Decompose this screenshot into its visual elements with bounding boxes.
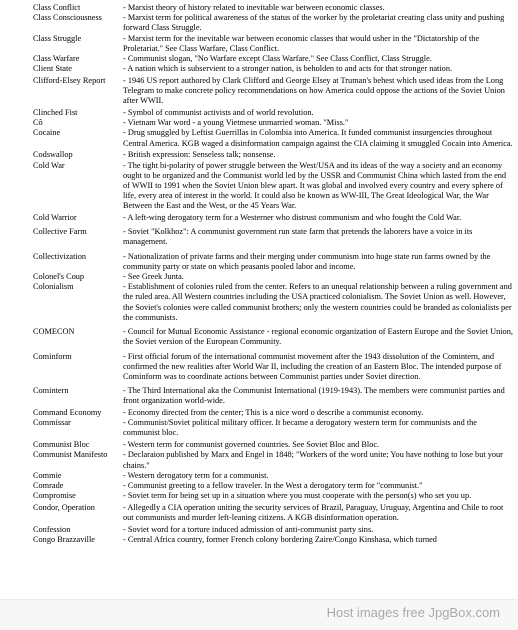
glossary-entry <box>0 535 518 545</box>
glossary-entry <box>0 440 518 450</box>
glossary-definition: - Central Africa country, former French colony bordering Zaire/Congo Kinshasa, which turned <box>123 534 437 544</box>
glossary-entry <box>0 76 518 107</box>
glossary-term: Commissar <box>33 418 71 428</box>
glossary-term: Cominform <box>33 351 72 361</box>
glossary-term: Class Conflict <box>33 3 81 12</box>
glossary-term: Comrade <box>33 480 64 490</box>
glossary-entry <box>0 213 518 223</box>
glossary-term: Clinched Fist <box>33 108 78 118</box>
glossary-term: Commie <box>33 470 62 480</box>
glossary-term: Cô <box>33 118 43 128</box>
glossary-entry <box>0 227 518 247</box>
glossary-definition: - Soviet "Kolkhoz": A communist government run state farm that pretends the laborers have a voice in its management. <box>123 227 473 247</box>
glossary-entry <box>0 481 518 491</box>
glossary-entry <box>0 503 518 523</box>
glossary-definition: - Marxist theory of history related to inevitable war between economic classes. <box>123 3 385 12</box>
glossary-term: Confession <box>33 524 71 534</box>
glossary-entry <box>0 118 518 128</box>
glossary-term: Class Warfare <box>33 54 80 64</box>
glossary-entry <box>0 525 518 535</box>
glossary-entry <box>0 282 518 323</box>
glossary-term: Condor, Operation <box>33 502 95 512</box>
glossary-definition: - A nation which is subservient to a stronger nation, is beholden to and acts for that stronger nation. <box>123 64 453 74</box>
glossary-definition: - First official forum of the international communist movement after the 1943 dissolution of the Comintern, and confirmed the new realities after World War II, including the creation of an Eastern Bloc. The intended purpose of Cominform was to coordinate actions between Communist parties under Soviet direction. <box>123 351 502 381</box>
glossary-definition: - Establishment of colonies ruled from the center. Refers to an unequal relationship between a ruling government and the ruled area. All Western countries including the USA practiced colonialism. The Soviet Union as well. However, the Soviet's colonies were called communist brothers; only the western countries could be branded as colonialists per the communists. <box>123 282 512 322</box>
glossary-term: Class Consciousness <box>33 13 102 23</box>
host-watermark-text[interactable]: Host images free JpgBox.com <box>326 605 500 620</box>
glossary-definition: - Soviet term for being set up in a situation where you must cooperate with the person(s) who set you up. <box>123 491 472 501</box>
glossary-entry <box>0 108 518 118</box>
glossary-term: Command Economy <box>33 408 102 418</box>
glossary-definition: - Declaraion published by Marx and Engel in 1848; "Workers of the word unite; You have nothing to lose but your chains." <box>123 450 503 470</box>
glossary-definition: - Communist greeting to a fellow traveler. In the West a derogatory term for "communist." <box>123 480 423 490</box>
glossary-definition: - Western term for communist governed countries. See Soviet Bloc and Bloc. <box>123 440 380 450</box>
glossary-entry <box>0 64 518 74</box>
glossary-definition: - See Greek Junta. <box>123 272 184 282</box>
image-host-footer <box>0 599 518 630</box>
glossary-entry <box>0 352 518 383</box>
glossary-term: Cold War <box>33 160 65 170</box>
glossary-definition: - Communist slogan, "No Warfare except Class Warfare." See Class Conflict, Class Struggle. <box>123 54 432 64</box>
glossary-term: Comintern <box>33 386 69 396</box>
glossary-definition: - Symbol of communist activists and of world revolution. <box>123 108 314 118</box>
glossary-term: Communist Manifesto <box>33 450 108 460</box>
glossary-entry <box>0 128 518 148</box>
glossary-entry <box>0 386 518 406</box>
glossary-list <box>0 3 518 545</box>
glossary-definition: - Council for Mutual Economic Assistance - regional economic organization of Eastern Europe and the Soviet Union, the Soviet version of the European Community. <box>123 327 513 347</box>
glossary-definition: - Economy directed from the center; This is a nice word o describe a communist economy. <box>123 408 424 418</box>
glossary-term: Cold Warrior <box>33 213 77 223</box>
glossary-entry <box>0 491 518 501</box>
glossary-definition: - British expression: Senseless talk; nonsense. <box>123 150 276 160</box>
glossary-entry <box>0 34 518 54</box>
glossary-entry <box>0 450 518 470</box>
glossary-term: Colonialism <box>33 282 74 292</box>
glossary-definition: - The Third International aka the Communist International (1919-1943). The members were communist parties and front organization world-wide. <box>123 386 505 406</box>
glossary-definition: - Marxist term for the inevitable war between economic classes that would usher in the "Dictatorship of the Proletariat." See Class Warfare, Class Conflict. <box>123 33 480 53</box>
glossary-entry <box>0 471 518 481</box>
glossary-definition: - 1946 US report authored by Clark Clifford and George Elsey at Truman's behest which used ideas from the Long Telegram to make concrete policy recommendations on how America could oppose the actions of the Soviet Union after WWII. <box>123 75 505 106</box>
glossary-definition: - Vietnam War word - a young Vietmese unmarried woman. "Miss." <box>123 118 349 128</box>
glossary-entry <box>0 272 518 282</box>
glossary-term: Collective Farm <box>33 227 87 237</box>
glossary-term: Compromise <box>33 491 76 501</box>
glossary-definition: - Allegedly a CIA operation uniting the security services of Brazil, Paraguay, Uruguay, Argentina and Chile to root out communists and murder left-leaning citizens. A KGB disinformation operation. <box>123 502 504 523</box>
glossary-term: Colonel's Coup <box>33 272 85 282</box>
glossary-entry <box>0 150 518 160</box>
glossary-term: Congo Brazzaville <box>33 534 95 544</box>
glossary-entry <box>0 252 518 272</box>
glossary-definition: - Soviet word for a torture induced admission of anti-communist party sins. <box>123 524 374 534</box>
glossary-entry <box>0 408 518 418</box>
glossary-entry <box>0 3 518 13</box>
glossary-definition: - Nationalization of private farms and their merging under communism into huge state run farms owned by the community party or state on which peasants pooled labor and income. <box>123 251 491 271</box>
glossary-definition: - Communist/Soviet political military officer. It became a derogatory western term for communists and the communist bloc. <box>123 418 477 438</box>
glossary-definition: - Marxist term for political awareness of the status of the worker by the proletariat creating class unity and pushing forward Class Struggle. <box>123 13 505 33</box>
glossary-entry <box>0 327 518 347</box>
glossary-definition: - Drug smuggled by Leftist Guerrillas in Colombia into America. It funded communist insurgencies throughout Central America. KGB waged a disinformation campaign against the CIA claiming it smuggled Cocain into America. <box>123 128 513 148</box>
glossary-term: Collectivization <box>33 251 86 261</box>
glossary-definition: - Western derogatory term for a communist. <box>123 470 269 480</box>
glossary-definition: - The tight bi-polarity of power struggle between the West/USA and its ideas of the way a society and an economy ought to be organized and the Communist world led by the USSR and Communist China which lasted from the end of WWII to 1991 when the Soviet Union blew apart. It was global and involved every country and every sphere of life, every area of interest in the world. It could also be known as WW-III, The Great Ideological War, the War Between the East and the West, or the 45 Years War. <box>123 160 507 211</box>
glossary-term: Codswallop <box>33 150 73 160</box>
glossary-term: Communist Bloc <box>33 440 90 450</box>
glossary-term: Clifford-Elsey Report <box>33 75 106 85</box>
glossary-entry <box>0 13 518 33</box>
glossary-term: COMECON <box>33 327 75 337</box>
glossary-entry <box>0 54 518 64</box>
glossary-entry <box>0 161 518 212</box>
glossary-term: Client State <box>33 64 72 74</box>
glossary-entry <box>0 418 518 438</box>
glossary-definition: - A left-wing derogatory term for a Westerner who distrust communism and who fought the Cold War. <box>123 213 462 223</box>
glossary-term: Cocaine <box>33 128 61 138</box>
glossary-term: Class Struggle <box>33 33 82 43</box>
